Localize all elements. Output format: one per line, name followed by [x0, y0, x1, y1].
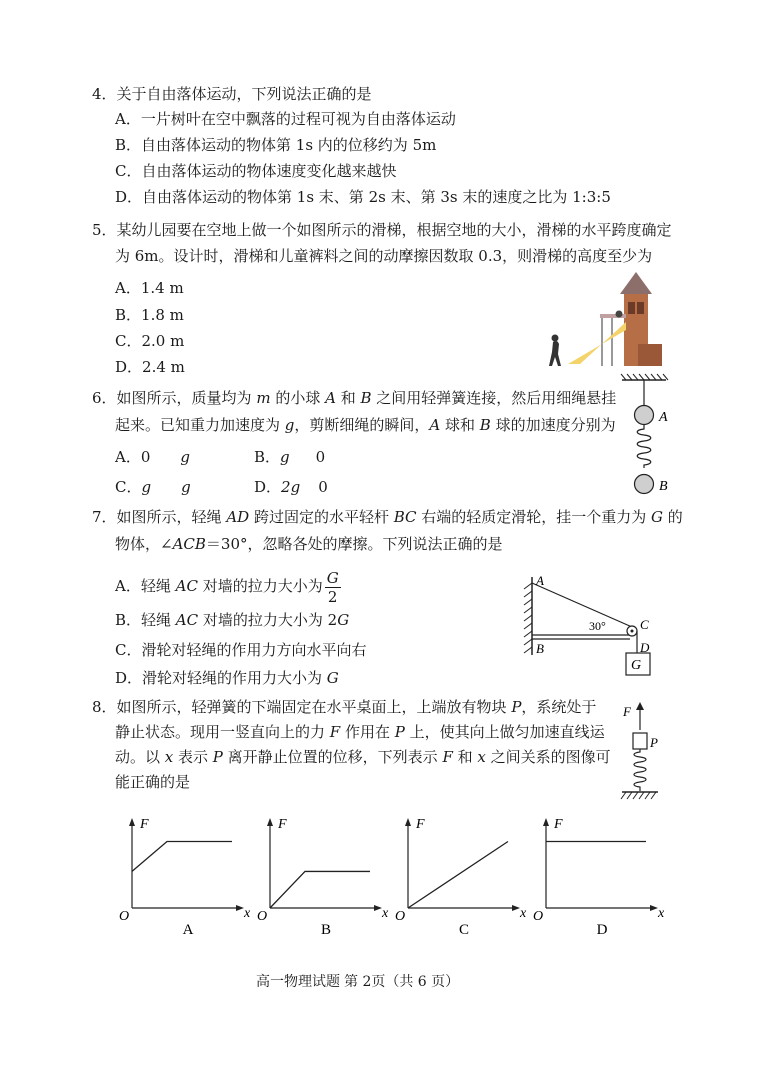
q4-option-b: B．自由落体运动的物体第 1s 内的位移约为 5m — [115, 136, 437, 154]
var-p: P — [212, 748, 223, 766]
x-axis-arrow — [512, 905, 520, 911]
option-value-1: 2g — [281, 478, 301, 496]
pulley-figure — [518, 573, 658, 685]
angle-label: 30° — [589, 619, 606, 633]
q7-text: A．轻绳 — [115, 577, 176, 595]
q6-line1 — [92, 388, 616, 408]
q7-text: 对墙的拉力大小为 — [197, 577, 323, 595]
q7-text: 物体，∠ — [115, 535, 173, 553]
spring-balls-figure — [618, 374, 678, 498]
q7-line2 — [115, 534, 503, 554]
q6-text: 和 — [335, 389, 361, 407]
q8-line2 — [115, 722, 605, 742]
block-p-label: P — [650, 735, 658, 750]
q7-text: 右端的轻质定滑轮，挂一个重力为 — [416, 508, 652, 526]
q5-line2: 为 6m。设计时，滑梯和儿童裤料之间的动摩擦因数取 0.3，则滑梯的高度至少为 — [115, 247, 653, 265]
fraction-numerator: G — [326, 568, 339, 587]
q5-option-b: B．1.8 m — [115, 306, 184, 324]
q4-option-d: D．自由落体运动的物体第 1s 末、第 2s 末、第 3s 末的速度之比为 1:3:5 — [115, 188, 611, 206]
y-axis-label: F — [278, 817, 287, 832]
q4-option-c: C．自由落体运动的物体速度变化越来越快 — [115, 162, 397, 180]
var-f: F — [442, 748, 453, 766]
q6-text: 6．如图所示，质量均为 — [92, 389, 257, 407]
var-g: G — [651, 508, 664, 526]
x-axis-arrow — [650, 905, 658, 911]
graph-curve — [270, 871, 370, 908]
option-value-1: 0 — [140, 448, 151, 466]
q7-text: B．轻绳 — [115, 611, 176, 629]
y-axis-arrow — [267, 818, 273, 826]
q8-text: ，系统处于 — [521, 698, 597, 716]
x-axis-arrow — [374, 905, 382, 911]
q7-text: 对墙的拉力大小为 2 — [198, 611, 338, 629]
q8-line4: 能正确的是 — [115, 773, 191, 791]
y-axis-arrow — [543, 818, 549, 826]
q8-text: 离开静止位置的位移，下列表示 — [222, 748, 443, 766]
q4-option-a: A．一片树叶在空中飘落的过程可视为自由落体运动 — [115, 110, 456, 128]
q5-option-a: A．1.4 m — [115, 279, 184, 297]
var-p: P — [394, 723, 405, 741]
q7-text: 7．如图所示，轻绳 — [92, 508, 227, 526]
q5-line1: 5．某幼儿园要在空地上做一个如图所示的滑梯，根据空地的大小，滑梯的水平跨度确定 — [92, 221, 672, 239]
q8-text: 上，使其向上做匀加速直线运 — [404, 723, 605, 741]
q8-text: 8．如图所示，轻弹簧的下端固定在水平桌面上，上端放有物块 — [92, 698, 512, 716]
q7-text: 跨过固定的水平轻杆 — [249, 508, 394, 526]
x-axis-arrow — [236, 905, 244, 911]
q8-text: 动。以 — [115, 748, 165, 766]
var-g: G — [337, 611, 350, 629]
option-value-2: 0 — [318, 478, 328, 496]
q8-text: 表示 — [173, 748, 213, 766]
q7-text: 的 — [663, 508, 683, 526]
q8-line1 — [92, 697, 596, 717]
q7-option-d — [115, 668, 339, 688]
var-a: A — [325, 389, 336, 407]
var-b: B — [479, 416, 491, 434]
option-label: A． — [115, 448, 141, 466]
q7-text: D．滑轮对轻绳的作用力大小为 — [115, 669, 327, 687]
var-b: B — [360, 389, 372, 407]
graph-curve — [132, 842, 232, 872]
q8-text: 作用在 — [340, 723, 395, 741]
point-a-label: A — [536, 573, 544, 588]
q7-text: ＝30°，忽略各处的摩擦。下列说法正确的是 — [205, 535, 503, 553]
var-f: F — [329, 723, 341, 741]
option-value-2: g — [180, 448, 190, 466]
graph-option-label: D — [596, 922, 608, 938]
q6-text: 球和 — [440, 416, 480, 434]
footer-title: 高一物理试题 — [256, 974, 340, 990]
var-x: x — [477, 748, 486, 766]
point-b-label: B — [536, 641, 544, 656]
q7-option-b — [115, 610, 349, 630]
y-axis-arrow — [129, 818, 135, 826]
q5-option-c: C．2.0 m — [115, 332, 185, 350]
option-value-1: g — [280, 448, 290, 466]
force-f-label: F — [623, 704, 631, 719]
var-ac: AC — [175, 611, 199, 629]
var-g: G — [326, 669, 339, 687]
q7-option-a — [115, 568, 341, 606]
q8-line3 — [115, 747, 611, 767]
graph-curve — [408, 842, 508, 909]
spring-block-figure — [620, 700, 672, 804]
q6-option-d — [254, 477, 328, 497]
q7-option-c: C．滑轮对轻绳的作用力方向水平向右 — [115, 641, 367, 659]
slide-figure — [540, 272, 670, 372]
origin-label: O — [395, 909, 406, 924]
graph-option-label: C — [458, 922, 470, 938]
ball-a-label: A — [659, 410, 668, 425]
q6-text: 的小球 — [270, 389, 326, 407]
option-value-1: g — [141, 478, 152, 496]
point-c-label: C — [640, 617, 649, 632]
x-axis-label: x — [382, 906, 389, 921]
q5-option-d: D．2.4 m — [115, 358, 185, 376]
q6-line2 — [115, 415, 616, 435]
y-axis-label: F — [140, 817, 149, 832]
y-axis-label: F — [416, 817, 425, 832]
weight-g-label: G — [631, 658, 642, 673]
fraction-denominator: 2 — [327, 587, 338, 606]
q6-text: 球的加速度分别为 — [490, 416, 616, 434]
fx-graphs — [110, 810, 670, 940]
ball-b-label: B — [659, 479, 668, 494]
option-label: C． — [115, 478, 142, 496]
y-axis-label: F — [554, 817, 563, 832]
q6-option-a — [115, 447, 190, 467]
var-bc: BC — [393, 508, 417, 526]
y-axis-arrow — [405, 818, 411, 826]
point-d-label: D — [640, 640, 650, 655]
graph-option-label: A — [182, 922, 194, 938]
q8-text: 和 — [452, 748, 478, 766]
q6-option-c — [115, 477, 191, 497]
x-axis-label: x — [658, 906, 665, 921]
option-label: D． — [254, 478, 282, 496]
q6-text: 起来。已知重力加速度为 — [115, 416, 285, 434]
footer-page-number: 第 2页（共 6 页） — [344, 974, 460, 990]
option-value-2: 0 — [315, 448, 326, 466]
option-label: B． — [254, 448, 281, 466]
x-axis-label: x — [244, 906, 251, 921]
x-axis-label: x — [520, 906, 527, 921]
var-x: x — [164, 748, 174, 766]
q8-text: 静止状态。现用一竖直向上的力 — [115, 723, 330, 741]
var-ac: AC — [175, 577, 198, 595]
origin-label: O — [257, 909, 268, 924]
graph-option-label: B — [320, 922, 332, 938]
var-m: m — [256, 389, 271, 407]
origin-label: O — [533, 909, 544, 924]
var-a: A — [429, 416, 441, 434]
q7-line1 — [92, 507, 683, 527]
origin-label: O — [119, 909, 130, 924]
q6-text: ，剪断细绳的瞬间， — [294, 416, 430, 434]
q4-stem: 4．关于自由落体运动，下列说法正确的是 — [92, 85, 372, 103]
q6-text: 之间用轻弹簧连接，然后用细绳悬挂 — [371, 389, 617, 407]
option-value-2: g — [181, 478, 191, 496]
q6-option-b — [254, 447, 325, 467]
var-ad: AD — [226, 508, 250, 526]
var-p: P — [511, 698, 522, 716]
fraction-g-over-2 — [325, 569, 341, 606]
var-g: g — [284, 416, 295, 434]
var-acb: ACB — [172, 535, 206, 553]
q8-text: 之间关系的图像可 — [485, 748, 611, 766]
